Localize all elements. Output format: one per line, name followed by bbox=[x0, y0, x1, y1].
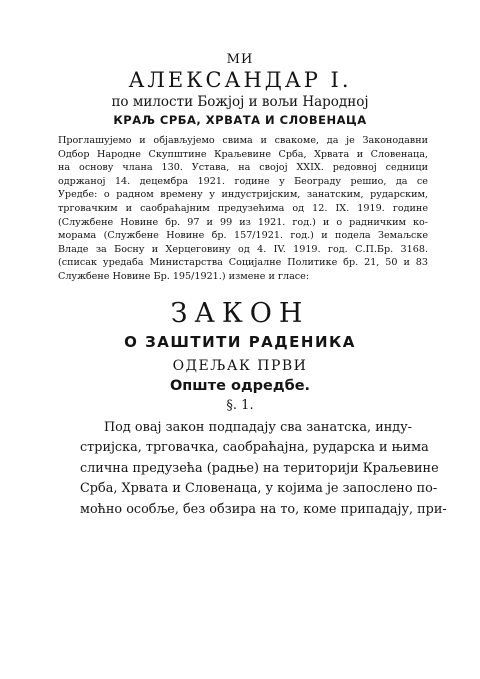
body-line: слична предузећа (радње) на територији Краљевине bbox=[80, 460, 439, 476]
proclamation-line: (списак уредаба Министарства Социјалне Политике бр. 21, 50 и 83 bbox=[58, 257, 428, 269]
chapter-label: ОДЕЉАК ПРВИ bbox=[172, 358, 308, 374]
proclamation-line: Проглашујемо и објављујемо свима и свакоме, да је Законодавни bbox=[58, 135, 428, 146]
mi-heading: МИ bbox=[226, 52, 254, 67]
realm-title: КРАЉ СРБА, ХРВАТА И СЛОВЕНАЦА bbox=[113, 113, 367, 127]
law-subtitle: О ЗАШТИТИ РАДЕНИКА bbox=[124, 333, 356, 351]
section-number: §. 1. bbox=[226, 398, 254, 413]
law-title: ЗАКОН bbox=[170, 298, 310, 329]
proclamation-line: Владе за Босну и Херцеговину од 4. IV. 1919. год. С.П.Бр. 3168. bbox=[58, 243, 428, 255]
body-line: стријска, трговачка, саобраћајна, рударска и њима bbox=[80, 440, 429, 456]
proclamation-line: трговачким и саобраћајним предузећима од 12. IX. 1919. године bbox=[58, 202, 428, 214]
proclamation-paragraph bbox=[58, 134, 428, 284]
chapter-title: Опште одредбе. bbox=[169, 378, 311, 394]
body-line: Срба, Хрвата и Словенаца, у којима је запослено по- bbox=[80, 481, 438, 497]
proclamation-line: Одбор Народне Скупштине Краљевине Срба, Хрвата и Словенаца, bbox=[58, 148, 428, 160]
grace-line: по милости Божјој и вољи Народној bbox=[111, 94, 369, 110]
proclamation-line: морама (Службене Новине бр. 157/1921. год.) и подела Земаљске bbox=[58, 230, 428, 242]
proclamation-line: (Службене Новине бр. 97 и 99 из 1921. год.) и о радничким ко- bbox=[58, 216, 428, 228]
body-line: Под овај закон подпадају сва занатска, инду- bbox=[104, 420, 412, 435]
proclamation-line: одржаној 14. децембра 1921. године у Београду решио, да се bbox=[58, 175, 428, 187]
king-name: АЛЕКСАНДАР I. bbox=[128, 68, 352, 92]
body-line: моћно особље, без обзира на то, коме припадају, при- bbox=[80, 501, 447, 517]
proclamation-line: Службене Новине Бр. 195/1921.) измене и гласе: bbox=[58, 270, 310, 282]
proclamation-line: Уредбе: о радном времену у индустријским, занатским, рударским, bbox=[58, 189, 428, 201]
proclamation-line: на основу члана 130. Устава, на својој XXIX. редовној седници bbox=[58, 162, 428, 174]
body-paragraph bbox=[80, 418, 447, 520]
